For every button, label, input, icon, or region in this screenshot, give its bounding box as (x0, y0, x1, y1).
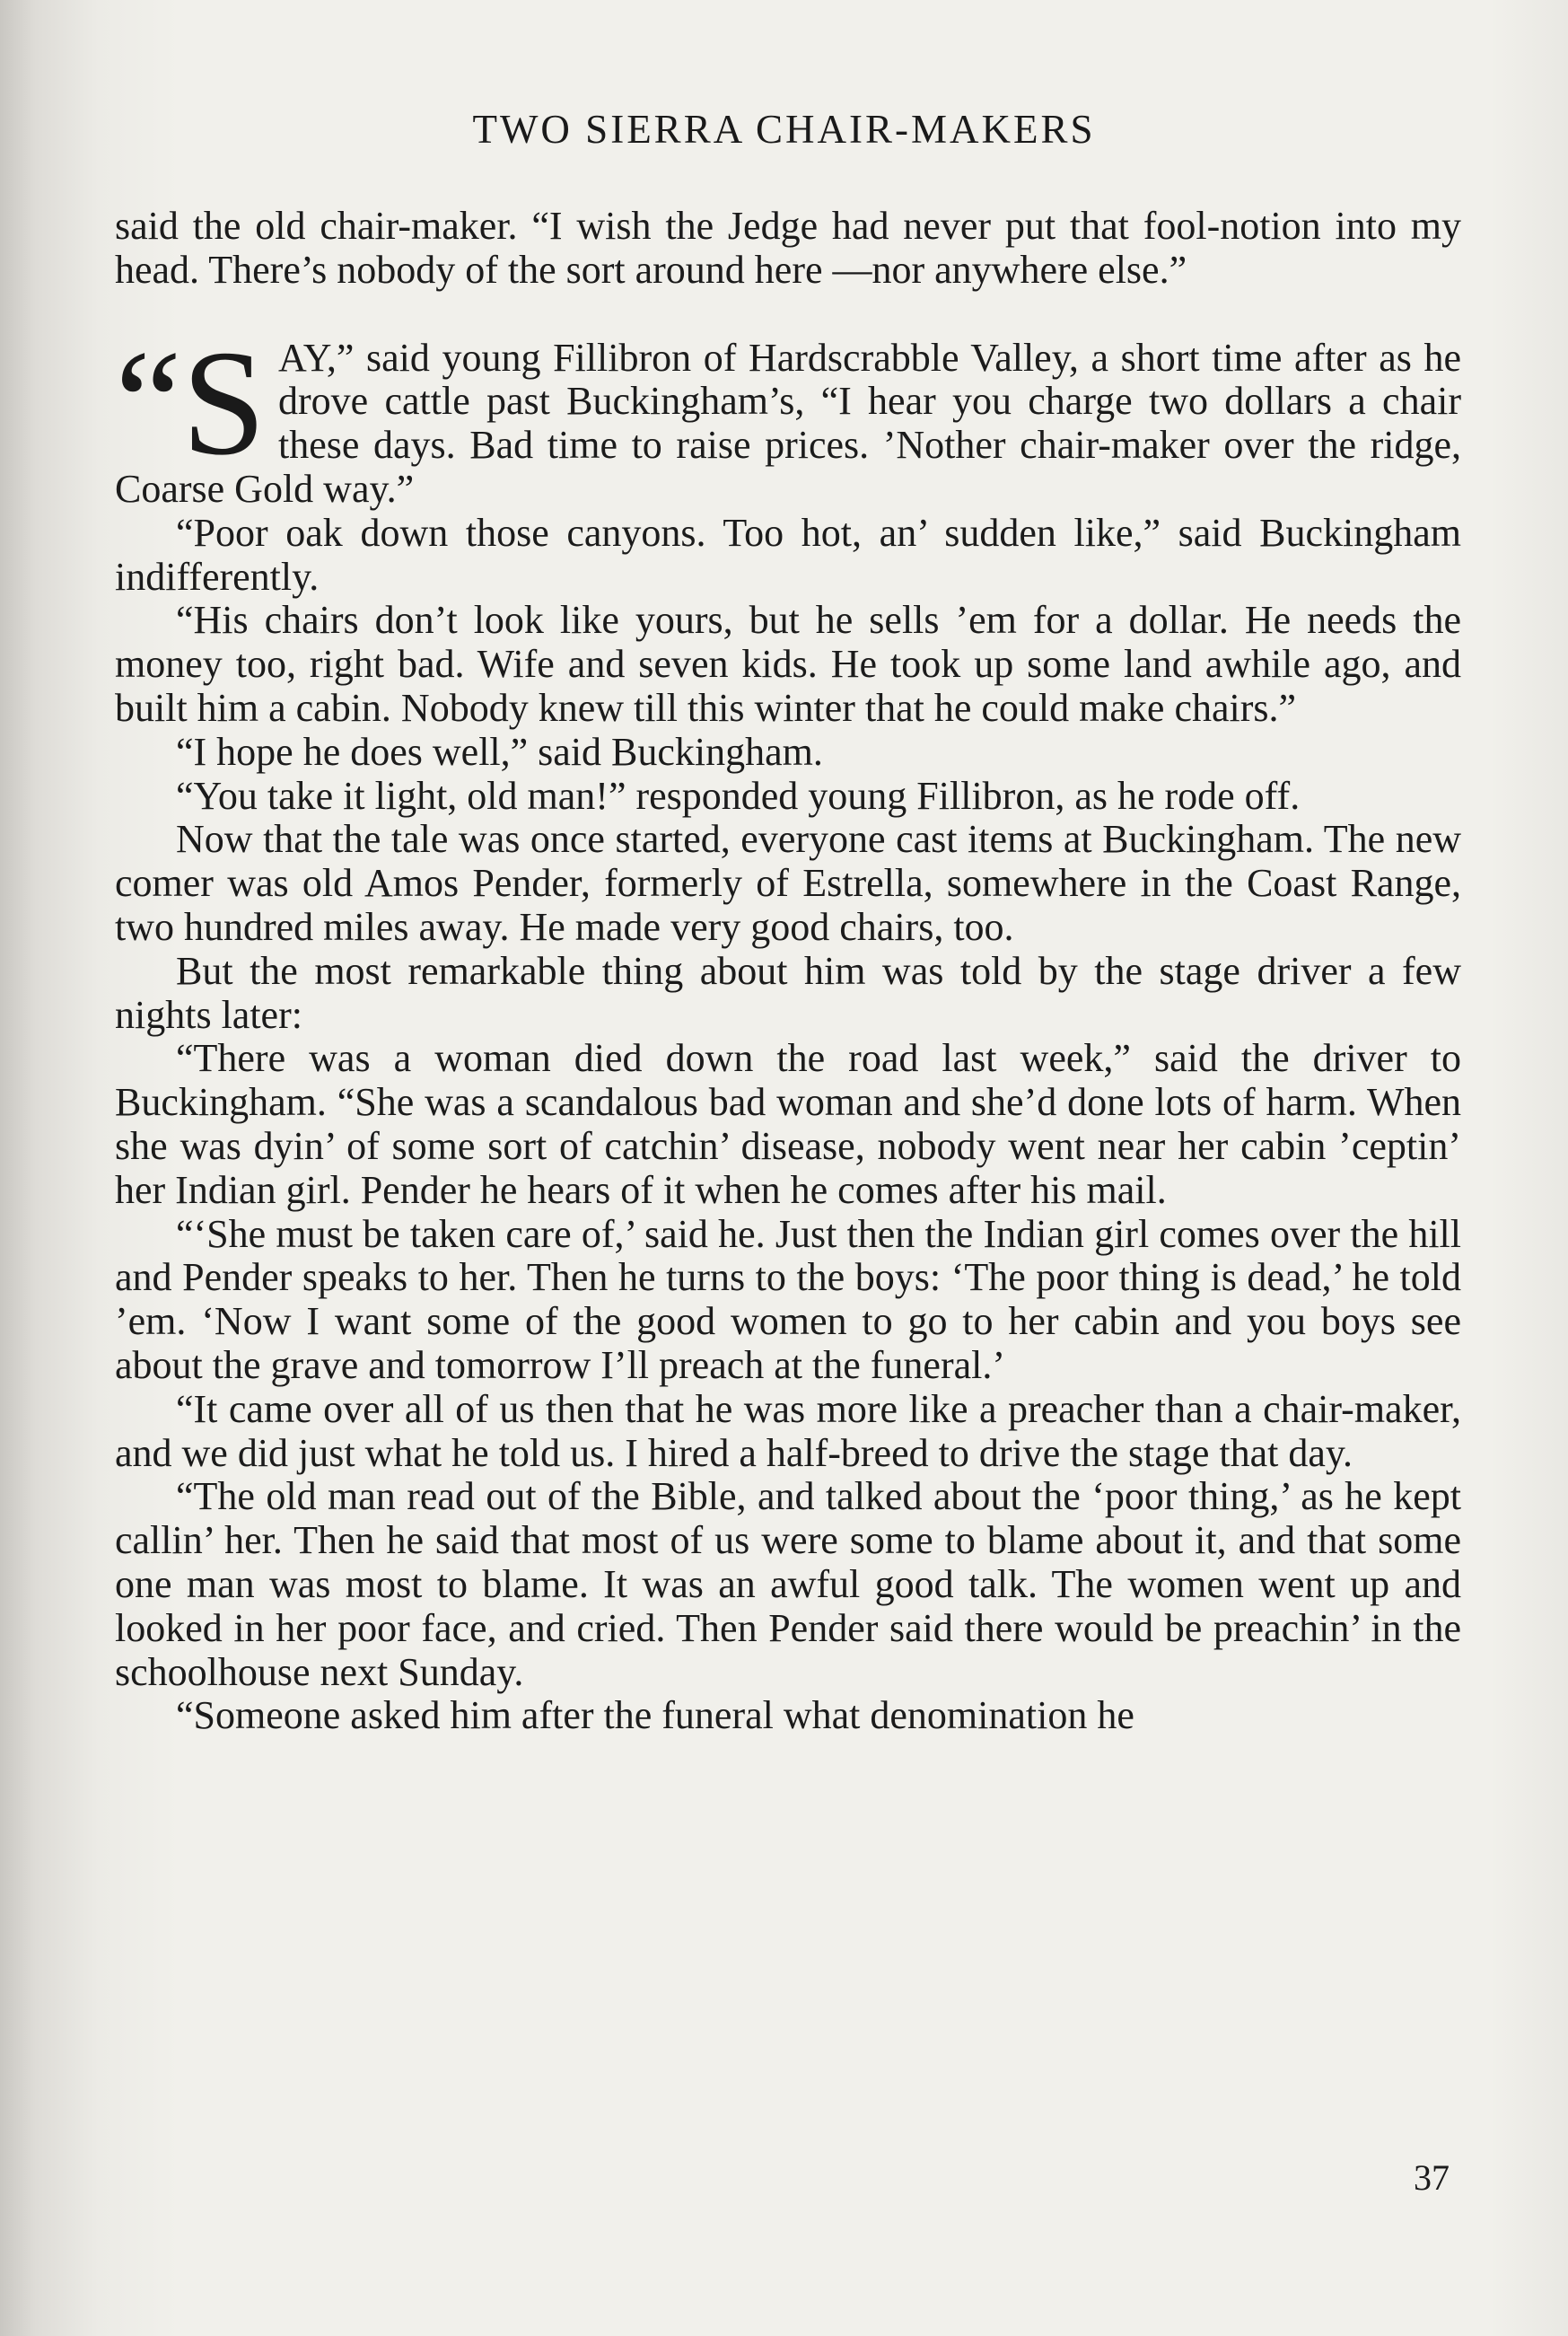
paragraph-1: said the old chair-maker. “I wish the Jedge had never put that fool-notion into my head. There’s nobody of the sort around here —nor anywhere else.” (115, 204, 1461, 292)
paragraph-13: “Someone asked him after the funeral what denomination he (176, 1693, 1134, 1738)
drop-cap-quote: “ (115, 319, 182, 487)
paragraph-5: “I hope he does well,” said Buckingham. (176, 729, 823, 774)
paragraph-11: “It came over all of us then that he was more like a preacher than a chair-maker, and we did just what he told us. I hired a half-breed to drive the stage that day. (115, 1386, 1461, 1475)
paragraph-10: “‘She must be taken care of,’ said he. Just then the Indian girl comes over the hill and Pender speaks to her. Then he turns to the boys: ‘The poor thing is dead,’ he told ’em. ‘Now I want some of the good women to go to her cabin and you boys see about the grave and tomorrow I’ll preach at the funeral.’ (115, 1211, 1461, 1387)
paragraph-6: “You take it light, old man!” responded young Fillibron, as he rode off. (176, 773, 1301, 818)
paragraph-12: “The old man read out of the Bible, and talked about the ‘poor thing,’ as he kept callin’ her. Then he said that most of us were some to blame about it, and that some one man was most to blame. It was an awful good talk. The women went up and looked in her poor face, and cried. Then Pender said there would be preachin’ in the schoolhouse next Sunday. (115, 1474, 1461, 1694)
drop-cap (115, 319, 267, 487)
page-number: 37 (1414, 2157, 1450, 2198)
paragraph-2 (115, 319, 1461, 512)
running-title: TWO SIERRA CHAIR-MAKERS (472, 107, 1096, 152)
paragraph-2-text: AY,” said young Fillibron of Hardscrabble Valley, a short time after as he drove cattle past Buckingham’s, “I hear you charge two dollars a chair these days. Bad time to raise prices. ’Nother chair-maker over the ridge, Coarse Gold way.” (115, 335, 1461, 511)
paragraph-9: “There was a woman died down the road last week,” said the driver to Buckingham. “She was a scandalous bad woman and she’d done lots of harm. When she was dyin’ of some sort of catchin’ disease, nobody went near her cabin ’ceptin’ her Indian girl. Pender he hears of it when he comes after his mail. (115, 1036, 1461, 1212)
body-text (115, 205, 1461, 1738)
paragraph-3: “Poor oak down those canyons. Too hot, an’ sudden like,” said Buckingham indifferently. (115, 510, 1461, 599)
paragraph-7: Now that the tale was once started, everyone cast items at Buckingham. The new comer was old Amos Pender, formerly of Estrella, somewhere in the Coast Range, two hundred miles away. He made very good chairs, too. (115, 817, 1461, 949)
paragraph-8: But the most remarkable thing about him was told by the stage driver a few nights later: (115, 948, 1461, 1037)
drop-cap-letter: S (181, 319, 267, 487)
paragraph-4: “His chairs don’t look like yours, but he sells ’em for a dollar. He needs the money too, right bad. Wife and seven kids. He took up some land awhile ago, and built him a cabin. Nobody knew till this winter that he could make chairs.” (115, 598, 1461, 730)
